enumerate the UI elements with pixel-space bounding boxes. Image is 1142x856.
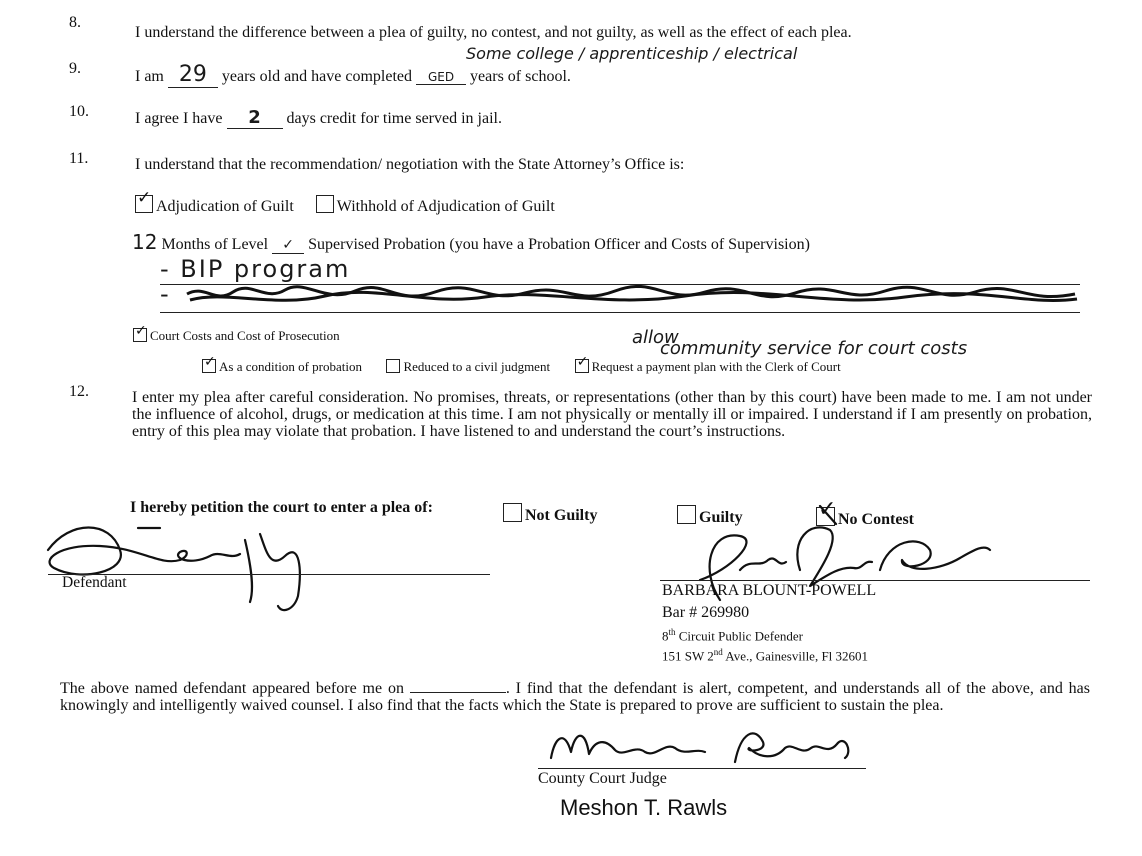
item-9-post: years of school. — [470, 68, 571, 85]
school-years-field[interactable]: GED — [416, 70, 466, 85]
payment-plan-label: Request a payment plan with the Clerk of Court — [591, 359, 841, 374]
defender-address-ordinal-suffix: nd — [713, 647, 723, 657]
probation-row — [132, 230, 810, 254]
defender-name: BARBARA BLOUNT-POWELL — [662, 582, 877, 599]
adjudication-checkbox[interactable] — [135, 188, 153, 213]
judge-signature-line — [538, 768, 866, 769]
court-costs-checkbox[interactable] — [133, 323, 147, 342]
check-icon: ✓ — [818, 497, 837, 522]
item-11-number: 11. — [69, 150, 89, 167]
community-service-note: community service for court costs — [660, 338, 968, 359]
plea-petition-label: I hereby petition the court to enter a plea of: — [130, 499, 433, 516]
bip-program-note: - BIP program — [160, 255, 351, 283]
level-field[interactable]: ✓ — [272, 237, 304, 254]
judge-statement-part-1: The above named defendant appeared before me on — [60, 680, 404, 697]
judge-signature — [545, 722, 865, 772]
defender-address-rest: Ave., Gainesville, Fl 32601 — [722, 648, 869, 664]
condition-of-probation-checkbox[interactable] — [202, 354, 216, 373]
withhold-checkbox[interactable] — [316, 195, 334, 213]
item-11-text: I understand that the recommendation/ negotiation with the State Attorney’s Office is: — [135, 156, 685, 173]
civil-judgment-label: Reduced to a civil judgment — [403, 359, 551, 374]
months-label: Months of Level — [161, 236, 269, 253]
judge-statement — [60, 678, 1090, 714]
civil-judgment-checkbox[interactable] — [386, 359, 400, 373]
item-8-text: I understand the difference between a plea of guilty, no contest, and not guilty, as well as the effect of each plea. — [135, 24, 852, 41]
item-9-mid: years old and have completed — [221, 68, 413, 85]
not-guilty-checkbox[interactable] — [503, 503, 522, 522]
months-field[interactable]: 12 — [132, 230, 158, 254]
condition-of-probation-label: As a condition of probation — [219, 359, 362, 374]
item-9-pre: I am — [135, 68, 164, 85]
judge-name: Meshon T. Rawls — [560, 795, 728, 820]
check-icon: ✓ — [135, 323, 147, 339]
cost-options-row — [202, 354, 841, 375]
defender-address — [662, 647, 868, 664]
judge-label: County Court Judge — [538, 770, 667, 787]
item-12-text: I enter my plea after careful consideration. No promises, threats, or representations (other than by this court) have been made to me. I am not under the influence of alcohol, drugs, or medication at this time. I am not physically or mentally ill or impaired. I understand if I am presently on probation, entry of this plea may violate that probation. I have listened to and understand the court’s instructions. — [132, 389, 1092, 440]
payment-plan-checkbox[interactable] — [575, 354, 589, 373]
judge-statement-part-2: . I find that the defendant is alert, competent, and understands all of the above, and has knowingly and intelligently waived counsel. I also find that the facts which the State is prepared to prove are sufficient to sustain the plea. — [60, 680, 1091, 714]
court-costs-row — [133, 323, 340, 344]
condition-line-2 — [160, 312, 1080, 313]
item-9-number: 9. — [69, 60, 81, 77]
item-8-number: 8. — [69, 14, 81, 31]
check-icon: ✓ — [137, 188, 152, 208]
appearance-date-field[interactable] — [410, 678, 506, 693]
defender-office — [662, 627, 803, 644]
defender-signature-line — [660, 580, 1090, 581]
education-note: Some college / apprenticeship / electrical — [466, 44, 798, 63]
jail-credit-days-field[interactable]: 2 — [227, 107, 283, 129]
defender-bar-number: Bar # 269980 — [662, 604, 750, 621]
defender-office-name: Circuit Public Defender — [675, 628, 803, 644]
allow-note: allow — [632, 327, 679, 348]
defendant-signature — [40, 510, 310, 620]
defender-address-street: 151 SW 2 — [662, 648, 714, 664]
court-costs-label: Court Costs and Cost of Prosecution — [150, 328, 340, 343]
defender-office-ordinal-suffix: th — [668, 627, 676, 637]
not-guilty-label: Not Guilty — [525, 507, 598, 524]
guilty-label: Guilty — [699, 509, 743, 526]
defender-office-ordinal: 8 — [662, 628, 669, 644]
item-9-line — [135, 62, 571, 88]
probation-text: Supervised Probation (you have a Probation Officer and Costs of Supervision) — [308, 236, 810, 253]
age-field[interactable]: 29 — [168, 62, 218, 88]
withhold-label: Withhold of Adjudication of Guilt — [336, 198, 555, 215]
item-12-number: 12. — [69, 383, 89, 400]
item-10-line — [135, 107, 502, 129]
struck-condition-dash: - — [160, 280, 169, 308]
adjudication-row — [135, 188, 555, 216]
check-icon: ✓ — [204, 354, 216, 370]
no-contest-label: No Contest — [838, 511, 914, 528]
item-10-pre: I agree I have — [135, 110, 223, 127]
not-guilty-option — [503, 503, 597, 525]
check-icon: ✓ — [576, 354, 589, 370]
defendant-label: Defendant — [62, 574, 127, 591]
struck-out-condition — [185, 282, 1085, 312]
item-10-number: 10. — [69, 103, 89, 120]
adjudication-label: Adjudication of Guilt — [156, 198, 294, 215]
item-10-post: days credit for time served in jail. — [286, 110, 502, 127]
